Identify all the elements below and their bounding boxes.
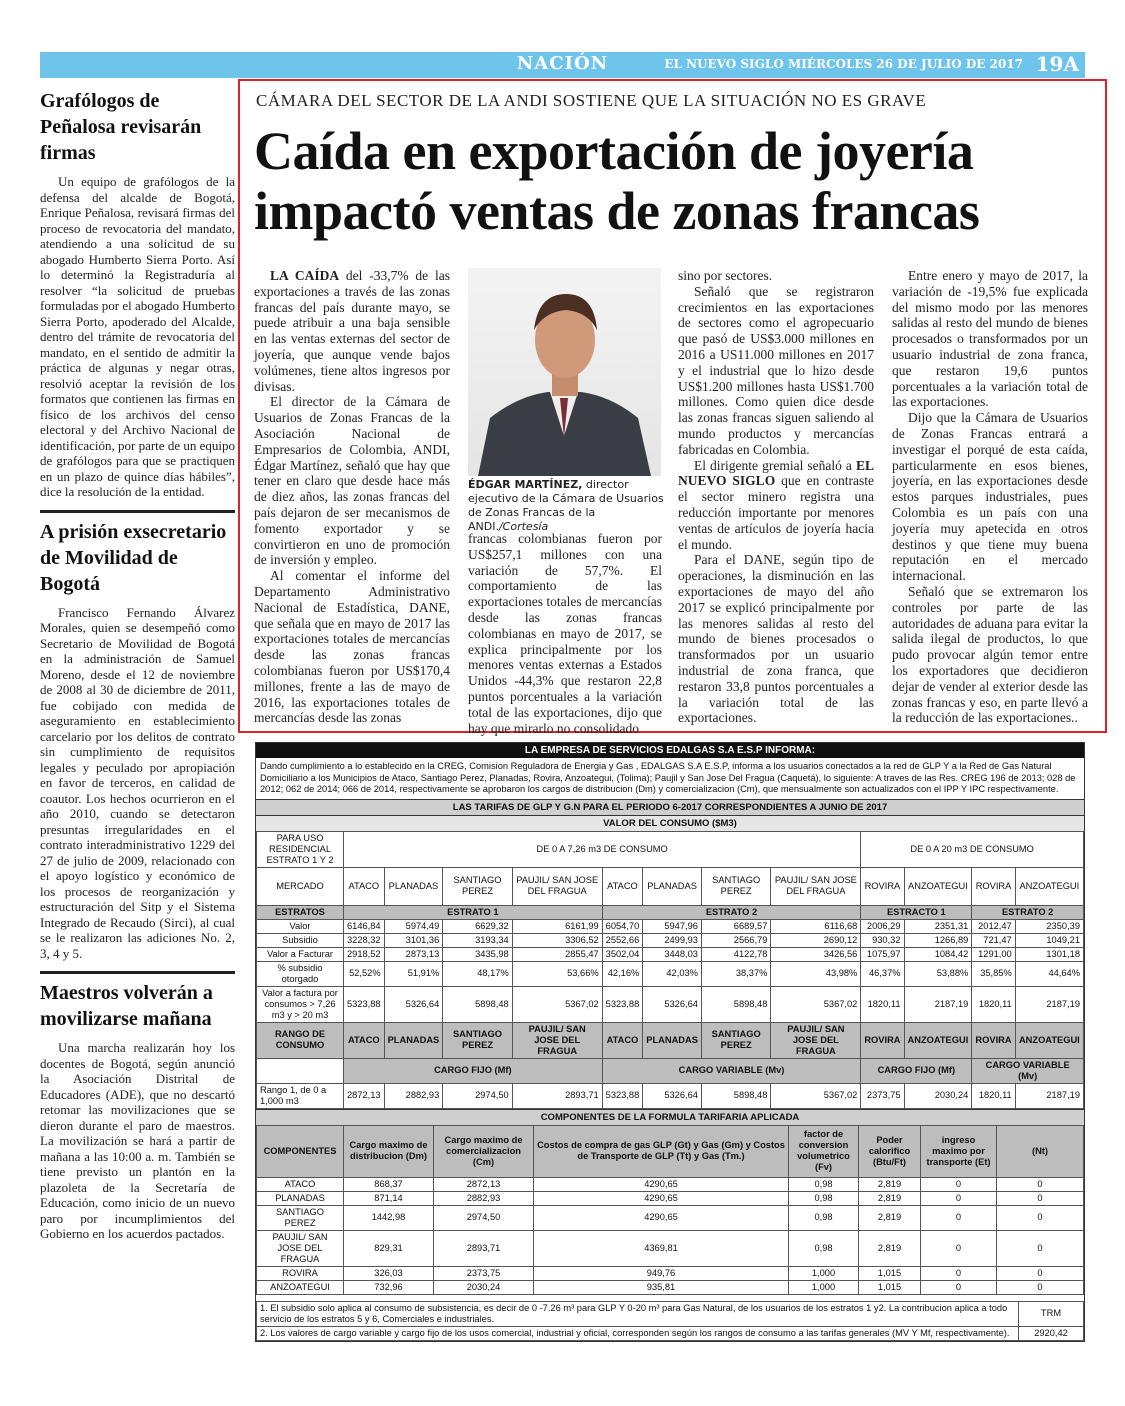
table-cell: 2187,19: [904, 986, 972, 1022]
table-cell: 3306,52: [512, 933, 602, 947]
table-cell: 930,32: [861, 933, 904, 947]
table-row: [257, 1177, 1084, 1191]
column-header: PAUJIL/ SAN JOSE DEL FRAGUA: [771, 1022, 861, 1058]
table-cell: 2566,79: [701, 933, 770, 947]
table-row: [257, 1058, 1084, 1083]
row-label: Valor a Facturar: [257, 947, 344, 961]
photo-caption: [468, 478, 668, 534]
table-cell: 6146,84: [344, 919, 385, 933]
table-cell: 6054,70: [602, 919, 643, 933]
table-cell: CARGO FIJO (Mf): [344, 1058, 603, 1083]
table-row: [257, 986, 1084, 1022]
article-column-3: [678, 268, 874, 726]
newspaper-name: EL NUEVO SIGLO: [678, 457, 874, 489]
caption-credit: /Cortesía: [498, 520, 549, 533]
table-cell: 732,96: [344, 1280, 434, 1294]
paragraph-part: que en contraste el sector minero registra una reducción importante por menores ventas de artículos de joyería hacia el mundo.: [678, 473, 874, 552]
column-header: PAUJIL/ SAN JOSE DEL FRAGUA: [512, 1022, 602, 1058]
table-cell: 2187,19: [1015, 1083, 1083, 1108]
table-cell: 0: [921, 1230, 997, 1266]
table-row: [257, 905, 1084, 919]
table-cell: 4290,65: [534, 1191, 789, 1205]
table-cell: 6116,68: [771, 919, 861, 933]
table-cell: 1820,11: [861, 986, 904, 1022]
table-cell: 2873,13: [384, 947, 443, 961]
table-cell: 42,16%: [602, 961, 643, 986]
article-headline: Caída en exportación de joyería impactó ventas de zonas francas: [254, 121, 980, 241]
table-cell: 871,14: [344, 1191, 434, 1205]
caption-text: director ejecutivo de la Cámara de Usuarios de Zonas Francas de la ANDI.: [468, 478, 664, 533]
table-cell: CARGO FIJO (Mf): [861, 1058, 972, 1083]
table-cell: 35,85%: [972, 961, 1015, 986]
column-header: ROVIRA: [972, 1022, 1015, 1058]
table-cell: 2187,19: [1015, 986, 1083, 1022]
table-cell: SANTIAGO PEREZ: [257, 1205, 344, 1230]
table-cell: 43,98%: [771, 961, 861, 986]
table-cell: 2012,47: [972, 919, 1015, 933]
column-header: (Nt): [997, 1125, 1084, 1177]
column-header: ROVIRA: [972, 867, 1015, 905]
tariff-table-subtitle: VALOR DEL CONSUMO ($M3): [256, 815, 1084, 831]
page-number: 19A: [1035, 52, 1079, 76]
section-name: NACIÓN: [516, 53, 609, 74]
table-cell: 1301,18: [1015, 947, 1083, 961]
table-cell: 4122,78: [701, 947, 770, 961]
table-cell: PLANADAS: [257, 1191, 344, 1205]
table-cell: 1075,97: [861, 947, 904, 961]
publication-date: EL NUEVO SIGLO MIÉRCOLES 26 DE JULIO DE 2017: [664, 57, 1023, 71]
table-cell: 1820,11: [972, 1083, 1015, 1108]
brief-2-title: A prisión exsecretario de Movilidad de Bogotá: [40, 520, 227, 595]
table-cell: 0,98: [789, 1191, 859, 1205]
table-cell: 0: [997, 1280, 1084, 1294]
paragraph: Dijo que la Cámara de Usuarios de Zonas Francas entrará a investigar el porqué de esta caída, particularmente en esos bienes, joyería, en las exportaciones desde estos parques industriales, pues Colombia es un país con una joyería muy apetecida en otros destinos y que tiene muy buena reputación en el mercado internacional.: [892, 410, 1088, 584]
table-cell: 0: [997, 1230, 1084, 1266]
column-header: ATACO: [602, 1022, 643, 1058]
table-cell: 0: [997, 1205, 1084, 1230]
table-cell: 6161,99: [512, 919, 602, 933]
table-cell: 2552,66: [602, 933, 643, 947]
column-header: ANZOATEGUI: [1015, 867, 1083, 905]
table-cell: 5326,64: [384, 986, 443, 1022]
table-cell: ANZOATEGUI: [257, 1280, 344, 1294]
table-cell: 5898,48: [701, 1083, 770, 1108]
table-cell: 5947,96: [643, 919, 702, 933]
table-row: [257, 1205, 1084, 1230]
article-column-4: [892, 268, 1088, 726]
notice-title: LA EMPRESA DE SERVICIOS EDALGAS S.A E.S.P INFORMA:: [256, 743, 1084, 758]
table-cell: 2,819: [859, 1205, 921, 1230]
brief-3-body: Una marcha realizarán hoy los docentes de Bogotá, según anunció la Asociación Distrital de Educadores (ADE), que no descartó retomar las movilizaciones que se dieron durante el paro de maestros. La movilización se hará a partir de mañana a las 10:00 a. m. También se tiene previsto un plantón en la plazoleta de la Secretaría de Educación, como inicio de un nuevo paro por incumplimientos del Gobierno en los acuerdos pactados.: [40, 1040, 235, 1241]
column-header: PLANADAS: [643, 1022, 702, 1058]
column-header: ANZOATEGUI: [1015, 1022, 1083, 1058]
table-cell: DE 0 A 20 m3 DE CONSUMO: [861, 831, 1084, 867]
table-cell: 1,000: [789, 1266, 859, 1280]
table-cell: 0: [921, 1266, 997, 1280]
table-cell: 3435,98: [443, 947, 512, 961]
column-header: Cargo maximo de distribucion (Dm): [344, 1125, 434, 1177]
table-row: [257, 947, 1084, 961]
paragraph: Para el DANE, según tipo de operaciones, la disminución en las exportaciones de mayo del año 2017 se explicó principalmente por las menores salidas al resto del mundo de bienes procesados o transformados por un usuario industrial de zona franca, que restaron 33,8 puntos porcentuales a la variación total de las exportaciones.: [678, 552, 874, 726]
column-header: SANTIAGO PEREZ: [443, 867, 512, 905]
table-cell: 0,98: [789, 1230, 859, 1266]
divider: [40, 510, 235, 513]
table-cell: 53,66%: [512, 961, 602, 986]
brief-2-body: Francisco Fernando Álvarez Morales, quien se desempeñó como Secretario de Movilidad de Bogotá en la administración de Samuel Moreno, desde el 12 de noviembre de 2008 al 30 de diciembre de 2011, fue cobijado con medida de aseguramiento en establecimiento carcelario por los delitos de contrato sin cumplimiento de requisitos legales y peculado por apropiación en favor de terceros, en calidad de coautor. Los hechos ocurrieron en el año 2010, cuando se detectaron presuntas irregularidades en el contrato interadministrativo 1229 del 27 de julio de 2009, relacionado con el apoyo logístico y económico de los procesos de reorganización y estructuración del Sitp y el Sistema Integrado de Recaudo (Sirci), al cual se le realizaron las adiciones No. 2, 3, 4 y 5.: [40, 604, 235, 961]
left-briefs-column: [40, 88, 235, 1242]
paragraph: Señaló que se extremaron los controles por parte de las autoridades de aduana para evitar la salida ilegal de productos, lo que pudo provocar algún temor entre los exportadores que decidieron dejar de vender al exterior desde las zonas francas y eso, en parte llevó a la reducción de las exportaciones..: [892, 583, 1088, 726]
table-cell: 3426,56: [771, 947, 861, 961]
table-cell: 1442,98: [344, 1205, 434, 1230]
column-header: ANZOATEGUI: [904, 867, 972, 905]
table-cell: 2893,71: [512, 1083, 602, 1108]
table-cell: 2872,13: [344, 1083, 385, 1108]
table-cell: CARGO VARIABLE (Mv): [602, 1058, 861, 1083]
table-cell: 1049,21: [1015, 933, 1083, 947]
article-kicker: CÁMARA DEL SECTOR DE LA ANDI SOSTIENE QUE LA SITUACIÓN NO ES GRAVE: [256, 91, 927, 110]
paragraph: francas colombianas fueron por US$257,1 millones con una variación de 57,7%. El comportamiento de las exportaciones totales de mercancías desde las zonas francas colombianas en mayo de 2017, se explica principalmente por los menores ventas externas a Estados Unidos -44,3% que restaron 22,8 puntos porcentuales a la variación total de las exportaciones, dijo que hay que mirarlo no consolidado: [468, 531, 662, 736]
portrait-photo: [468, 268, 661, 476]
table-cell: 3448,03: [643, 947, 702, 961]
column-header: ingreso maximo por transporte (Et): [921, 1125, 997, 1177]
paragraph: del -33,7% de las exportaciones a través de las zonas francas del país durante mayo, se puede atribuir a una baja sensible en las ventas externas del sector de joyería, que aunque vende bajos volúmenes, tiene altos ingresos por divisas.: [254, 268, 450, 394]
table-cell: 2855,47: [512, 947, 602, 961]
table-cell: 5326,64: [643, 986, 702, 1022]
table-cell: 1266,89: [904, 933, 972, 947]
paragraph: Al comentar el informe del Departamento Administrativo Nacional de Estadística, DANE, que señala que en mayo de 2017 las exportaciones totales de mercancías desde las zonas francas colombianas fueron por US$170,4 millones, frente a las de mayo de 2016, las exportaciones totales de mercancías desde las zonas: [254, 568, 450, 726]
table-cell: 721,47: [972, 933, 1015, 947]
table-cell: 1084,42: [904, 947, 972, 961]
lead-in: LA CAÍDA: [270, 268, 340, 283]
divider: [40, 971, 235, 974]
table-row: [257, 1022, 1084, 1058]
column-header: ATACO: [344, 1022, 385, 1058]
table-cell: 0: [921, 1177, 997, 1191]
table-cell: 2030,24: [904, 1083, 972, 1108]
table-cell: CARGO VARIABLE (Mv): [972, 1058, 1084, 1083]
table-cell: 51,91%: [384, 961, 443, 986]
table-cell: 4369,81: [534, 1230, 789, 1266]
row-label: % subsidio otorgado: [257, 961, 344, 986]
table-cell: MERCADO: [257, 867, 344, 905]
column-header: factor de conversion volumetrico (Fv): [789, 1125, 859, 1177]
column-header: PAUJIL/ SAN JOSE DEL FRAGUA: [771, 867, 861, 905]
table-cell: 0: [921, 1280, 997, 1294]
trm-label: TRM: [1019, 1301, 1084, 1326]
row-label: Valor: [257, 919, 344, 933]
table-cell: 3502,04: [602, 947, 643, 961]
table-cell: 0: [997, 1266, 1084, 1280]
table-cell: 2974,50: [443, 1083, 512, 1108]
table-cell: ESTRATO 2: [602, 905, 861, 919]
table-cell: ROVIRA: [257, 1266, 344, 1280]
table-cell: 2893,71: [434, 1230, 534, 1266]
table-cell: 46,37%: [861, 961, 904, 986]
paragraph-part: El dirigente gremial señaló a: [694, 457, 856, 473]
table-row: [257, 1083, 1084, 1108]
table-cell: 5367,02: [512, 986, 602, 1022]
table-cell: 2006,29: [861, 919, 904, 933]
row-label: Subsidio: [257, 933, 344, 947]
table-cell: ESTRATO 1: [344, 905, 603, 919]
table-cell: 6629,32: [443, 919, 512, 933]
note-1: 1. El subsidio solo aplica al consumo de subsistencia, es decir de 0 -7.26 m³ para GLP Y 0-20 m³ para Gas Natural, de los usuarios de los estratos 1 y2. La contribucion aplica a todo servicio de los estratos 5 y 6, Comerciales e industriales.: [257, 1301, 1019, 1326]
column-header: COMPONENTES: [257, 1125, 344, 1177]
table-row: [257, 1280, 1084, 1294]
brief-1-body: Un equipo de grafólogos de la defensa del alcalde de Bogotá, Enrique Peñalosa, revisará firmas del proceso de revocatoria del mandato, atendiendo a una solicitud de su abogado Humberto Sierra Porto. Así lo determinó la Registraduría al resolver “la solicitud de pruebas formuladas por el abogado Humberto Sierra Porto, apoderado del Alcalde, dentro del trámite de revocatoria del mandato, en el sentido de admitir la práctica de algunas y negar otras, resolvió aceptar la revisión de los formatos que contienen las firmas en físico de los archivos del censo electoral y del Archivo Nacional de identificación, por parte de un equipo de grafólogos para que se practiquen en un plazo de quince días hábiles”, dice la resolución de la entidad.: [40, 174, 235, 499]
table-cell: 3228,32: [344, 933, 385, 947]
table-cell: 5323,88: [602, 1083, 643, 1108]
table-cell: 4290,65: [534, 1205, 789, 1230]
table-cell: 2351,31: [904, 919, 972, 933]
table-cell: ESTRATO 2: [972, 905, 1084, 919]
table-cell: 38,37%: [701, 961, 770, 986]
table-cell: 5898,48: [701, 986, 770, 1022]
edalgas-tariff-notice: [255, 742, 1085, 1342]
table-cell: 935,81: [534, 1280, 789, 1294]
table-cell: 2882,93: [384, 1083, 443, 1108]
table-cell: 2,819: [859, 1177, 921, 1191]
table-cell: 2918,52: [344, 947, 385, 961]
column-header: SANTIAGO PEREZ: [701, 867, 770, 905]
table-row: [257, 1266, 1084, 1280]
table-cell: Rango 1, de 0 a 1,000 m3: [257, 1083, 344, 1108]
table-row: [257, 961, 1084, 986]
table-cell: 4290,65: [534, 1177, 789, 1191]
caption-name: ÉDGAR MARTÍNEZ,: [468, 478, 583, 491]
table-cell: 5323,88: [344, 986, 385, 1022]
column-header: PLANADAS: [384, 1022, 443, 1058]
table-cell: 5326,64: [643, 1083, 702, 1108]
table-cell: 1,015: [859, 1280, 921, 1294]
table-cell: 0,98: [789, 1177, 859, 1191]
table-cell: 2,819: [859, 1191, 921, 1205]
table-cell: 2882,93: [434, 1191, 534, 1205]
table-cell: 0,98: [789, 1205, 859, 1230]
paragraph: sino por sectores.: [678, 268, 773, 283]
column-header: PLANADAS: [643, 867, 702, 905]
table-cell: RANGO DE CONSUMO: [257, 1022, 344, 1058]
table-cell: 5323,88: [602, 986, 643, 1022]
table-cell: 1,000: [789, 1280, 859, 1294]
table-cell: PAUJIL/ SAN JOSE DEL FRAGUA: [257, 1230, 344, 1266]
paragraph: Señaló que se registraron crecimientos en las exportaciones de sectores como el agropecuario que pasó de US$3.000 millones en 2016 a US11.000 millones en 2017 y el industrial que lo hizo desde US$1.200 millones hasta US$1.700 millones. Como quien dice desde las zonas francas siguen saliendo al mundo productos y mercancías fabricadas en Colombia.: [678, 283, 874, 457]
column-header: SANTIAGO PEREZ: [701, 1022, 770, 1058]
article-column-2: [468, 531, 662, 736]
table-cell: 2373,75: [861, 1083, 904, 1108]
table-cell: 2373,75: [434, 1266, 534, 1280]
table-row: [257, 1125, 1084, 1177]
table-cell: 2872,13: [434, 1177, 534, 1191]
column-header: SANTIAGO PEREZ: [443, 1022, 512, 1058]
table-cell: PARA USO RESIDENCIAL ESTRATO 1 Y 2: [257, 831, 344, 867]
tariff-table-title: LAS TARIFAS DE GLP Y G.N PARA EL PERIODO 6-2017 CORRESPONDIENTES A JUNIO DE 2017: [256, 799, 1084, 815]
table-row: [257, 1230, 1084, 1266]
column-header: ATACO: [602, 867, 643, 905]
table-row: [257, 867, 1084, 905]
table-cell: 2,819: [859, 1230, 921, 1266]
article-column-1: [254, 268, 450, 726]
main-article: [238, 79, 1107, 736]
column-header: ROVIRA: [861, 1022, 904, 1058]
table-cell: ESTRACTO 1: [861, 905, 972, 919]
table-cell: 2974,50: [434, 1205, 534, 1230]
table-cell: DE 0 A 7,26 m3 DE CONSUMO: [344, 831, 861, 867]
table-cell: 326,03: [344, 1266, 434, 1280]
table-row: [257, 933, 1084, 947]
column-header: PLANADAS: [384, 867, 443, 905]
table-cell: 44,64%: [1015, 961, 1083, 986]
table-cell: 2499,93: [643, 933, 702, 947]
table-cell: 0: [997, 1191, 1084, 1205]
row-label: Valor a factura por consumos > 7,26 m3 y > 20 m3: [257, 986, 344, 1022]
table-cell: 1291,00: [972, 947, 1015, 961]
table-cell: 0: [921, 1191, 997, 1205]
tariff-table: [256, 831, 1084, 1109]
brief-3-title: Maestros volverán a movilizarse mañana: [40, 982, 213, 1030]
notes-table: [256, 1301, 1084, 1341]
table-cell: 48,17%: [443, 961, 512, 986]
table-cell: 829,31: [344, 1230, 434, 1266]
table-cell: 0: [997, 1177, 1084, 1191]
table-cell: 2690,12: [771, 933, 861, 947]
paragraph: Entre enero y mayo de 2017, la variación de -19,5% fue explicada del mismo modo por las menores salidas al resto del mundo de bienes procesados o transformados por un usuario industrial de zona franca, que restaron 19,6 puntos porcentuales a la variación total de las exportaciones.: [892, 268, 1088, 410]
table-cell: 52,52%: [344, 961, 385, 986]
column-header: Costos de compra de gas GLP (Gt) y Gas (Gm) y Costos de Transporte de GLP (Tt) y Gas (Tm.): [534, 1125, 789, 1177]
table-cell: 0: [921, 1205, 997, 1230]
column-header: Poder calorifico (Btu/Ft): [859, 1125, 921, 1177]
trm-value: 2920,42: [1019, 1326, 1084, 1340]
paragraph: El director de la Cámara de Usuarios de Zonas Francas de la Asociación Nacional de Empresarios de Colombia, ANDI, Édgar Martínez, señaló que hay que tener en claro que desde hace más de diez años, las zonas francas del país dejaron de ser mecanismos de fomento exportador y se convirtieron en uno de promoción de inversión y empleo.: [254, 394, 450, 568]
table-cell: 3101,36: [384, 933, 443, 947]
table-cell: 1,015: [859, 1266, 921, 1280]
table-cell: 5898,48: [443, 986, 512, 1022]
column-header: Cargo maximo de comercializacion (Cm): [434, 1125, 534, 1177]
column-header: PAUJIL/ SAN JOSE DEL FRAGUA: [512, 867, 602, 905]
note-2: 2. Los valores de cargo variable y cargo fijo de los usos comercial, industrial y oficial, corresponden según los rangos de consumo a las tarifas generales (MV Y Mf, respectivamente).: [257, 1326, 1019, 1340]
brief-1-title: Grafólogos de Peñalosa revisarán firmas: [40, 90, 202, 164]
components-table: [256, 1125, 1084, 1295]
table-cell: 5367,02: [771, 1083, 861, 1108]
column-header: ROVIRA: [861, 867, 904, 905]
components-table-title: COMPONENTES DE LA FORMULA TARIFARIA APLICADA: [256, 1109, 1084, 1125]
table-cell: 42,03%: [643, 961, 702, 986]
notice-intro: Dando cumplimiento a lo establecido en la CREG, Comision Reguladora de Energia y Gas , EDALGAS S.A E.S.P, informa a los usuarios conectados a la red de GLP Y a la Red de Gas Natural Domiciliario a los Municipios de Ataco, Santiago Perez, Planadas, Rovira, Anzoategui, (Tolima); Paujil y San Jose Del Fragua (Caquetá), lo siguiente: A traves de las Res. CREG 196 de 2013; 028 de 2012; 062 de 2014; 066 de 2014, respectivamente se aprobaron los cargos de distribucion (Dm) y comercializacion (Cm), que mensualmente son actualizados con el IPP Y IPC respectivamente.: [260, 761, 1076, 794]
column-header: ATACO: [344, 867, 385, 905]
table-cell: 3193,34: [443, 933, 512, 947]
table-cell: 949,76: [534, 1266, 789, 1280]
section-header-bar: [40, 52, 1085, 78]
table-cell: 868,37: [344, 1177, 434, 1191]
table-cell: 1820,11: [972, 986, 1015, 1022]
table-cell: ESTRATOS: [257, 905, 344, 919]
table-cell: 2030,24: [434, 1280, 534, 1294]
table-cell: 5367,02: [771, 986, 861, 1022]
table-cell: ATACO: [257, 1177, 344, 1191]
table-cell: 6689,57: [701, 919, 770, 933]
table-row: [257, 919, 1084, 933]
table-cell: 2350,39: [1015, 919, 1083, 933]
table-row: [257, 1191, 1084, 1205]
column-header: ANZOATEGUI: [904, 1022, 972, 1058]
table-cell: 5974,49: [384, 919, 443, 933]
table-cell: 53,88%: [904, 961, 972, 986]
